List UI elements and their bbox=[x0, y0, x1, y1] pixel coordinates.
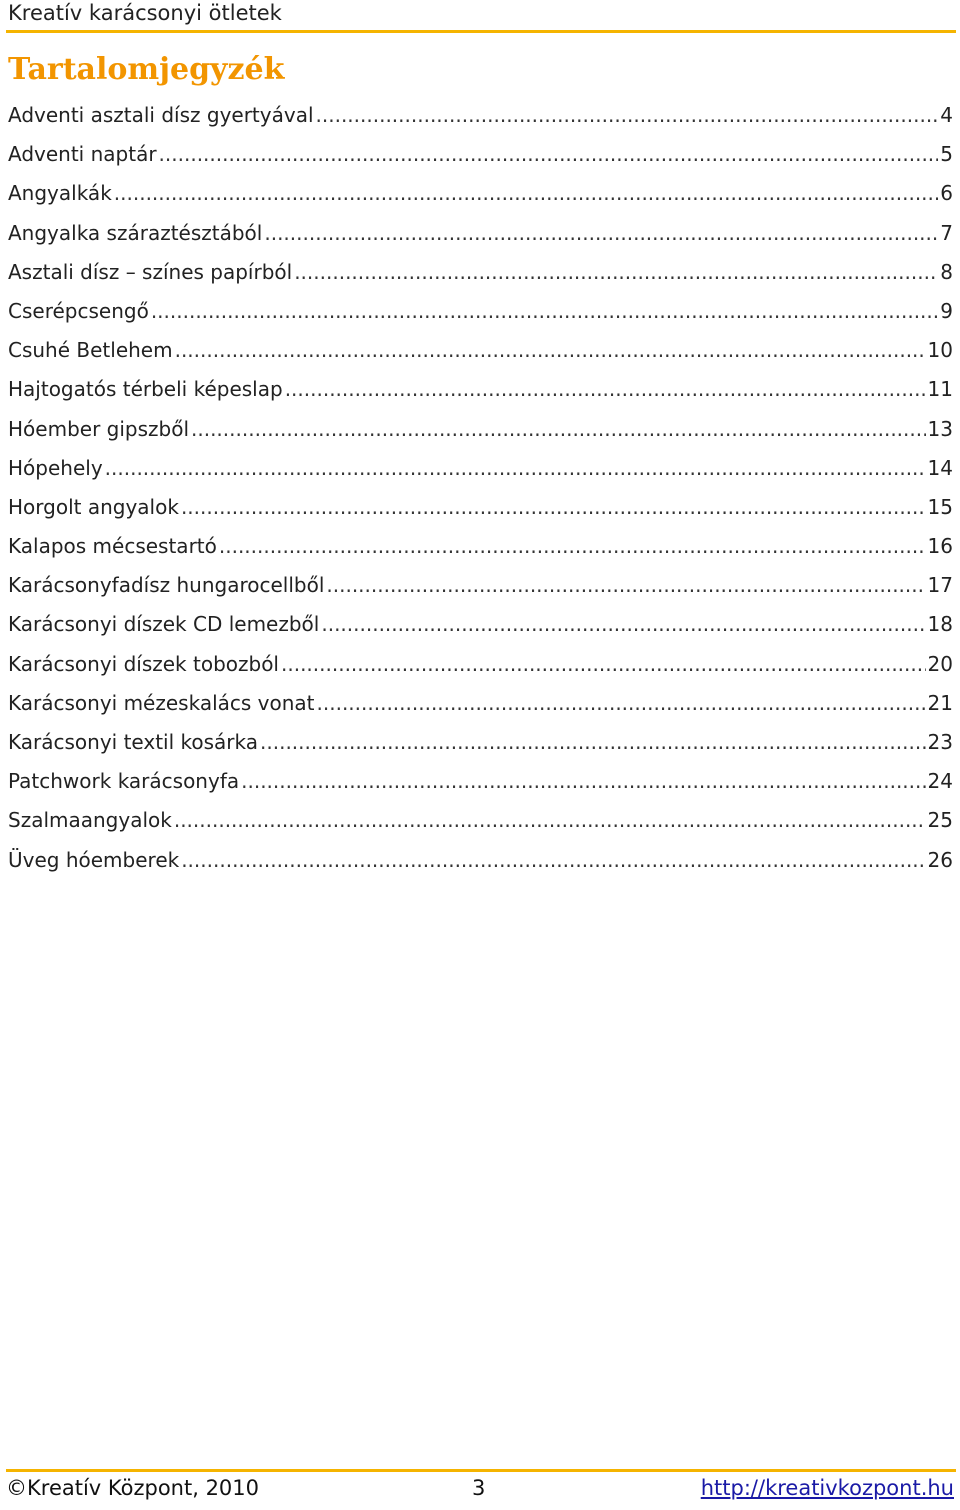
toc-entry-label: Kalapos mécsestartó bbox=[8, 534, 217, 559]
toc-entry-label: Adventi asztali dísz gyertyával bbox=[8, 103, 314, 127]
toc-entry-label: Karácsonyi mézeskalács vonat bbox=[8, 690, 315, 715]
toc-entry-label: Cserépcsengő bbox=[8, 298, 149, 323]
toc-entry-page: 9 bbox=[940, 298, 953, 323]
toc-entry[interactable] bbox=[8, 456, 953, 495]
toc-leader-dots bbox=[285, 377, 926, 401]
toc-entry[interactable] bbox=[8, 808, 953, 847]
table-of-contents bbox=[8, 103, 953, 887]
header-title: Kreatív karácsonyi ötletek bbox=[8, 1, 282, 25]
toc-entry-label: Csuhé Betlehem bbox=[8, 338, 173, 363]
toc-leader-dots bbox=[191, 417, 926, 441]
toc-entry-label: Adventi naptár bbox=[8, 142, 157, 167]
toc-entry-label: Szalmaangyalok bbox=[8, 808, 172, 833]
toc-entry-label: Asztali dísz – színes papírból bbox=[8, 259, 293, 284]
toc-entry-page: 16 bbox=[927, 534, 953, 559]
toc-entry-page: 23 bbox=[927, 730, 953, 754]
toc-leader-dots bbox=[264, 221, 938, 245]
toc-entry[interactable] bbox=[8, 260, 953, 299]
toc-leader-dots bbox=[294, 260, 938, 284]
toc-entry-label: Karácsonyfadísz hungarocellből bbox=[8, 573, 325, 598]
page-footer bbox=[6, 1469, 956, 1510]
toc-entry-label: Hajtogatós térbeli képeslap bbox=[8, 377, 283, 402]
toc-entry[interactable] bbox=[8, 299, 953, 338]
toc-leader-dots bbox=[105, 456, 926, 480]
toc-entry[interactable] bbox=[8, 573, 953, 612]
toc-leader-dots bbox=[219, 534, 926, 558]
toc-entry[interactable] bbox=[8, 338, 953, 377]
toc-leader-dots bbox=[181, 848, 925, 872]
toc-entry[interactable] bbox=[8, 181, 953, 220]
toc-leader-dots bbox=[114, 181, 938, 205]
toc-entry-page: 25 bbox=[927, 808, 953, 833]
toc-entry[interactable] bbox=[8, 417, 953, 456]
toc-entry-label: Hópehely bbox=[8, 455, 103, 480]
toc-leader-dots bbox=[316, 103, 939, 127]
toc-leader-dots bbox=[175, 338, 926, 362]
toc-entry-page: 26 bbox=[927, 847, 953, 872]
toc-leader-dots bbox=[326, 573, 925, 597]
toc-entry[interactable] bbox=[8, 221, 953, 260]
toc-entry[interactable] bbox=[8, 612, 953, 651]
toc-leader-dots bbox=[151, 299, 938, 323]
page-header bbox=[6, 0, 956, 33]
toc-entry-page: 7 bbox=[940, 220, 953, 245]
toc-leader-dots bbox=[317, 691, 926, 715]
toc-entry[interactable] bbox=[8, 652, 953, 691]
toc-entry-page: 10 bbox=[927, 338, 953, 363]
toc-entry-label: Karácsonyi textil kosárka bbox=[8, 730, 259, 754]
toc-leader-dots bbox=[174, 808, 926, 832]
toc-leader-dots bbox=[241, 769, 925, 793]
toc-entry[interactable] bbox=[8, 691, 953, 730]
toc-entry[interactable] bbox=[8, 848, 953, 887]
toc-entry-page: 6 bbox=[940, 181, 953, 206]
toc-entry-label: Karácsonyi díszek CD lemezből bbox=[8, 612, 320, 637]
footer-website-link[interactable]: http://kreativkozpont.hu bbox=[700, 1476, 954, 1500]
toc-entry-page: 17 bbox=[927, 573, 953, 598]
toc-entry[interactable] bbox=[8, 142, 953, 181]
toc-leader-dots bbox=[260, 730, 926, 754]
footer-copyright: ©Kreatív Központ, 2010 bbox=[6, 1476, 260, 1500]
footer-page-number: 3 bbox=[472, 1476, 486, 1500]
toc-entry[interactable] bbox=[8, 534, 953, 573]
toc-entry[interactable] bbox=[8, 730, 953, 769]
toc-entry[interactable] bbox=[8, 377, 953, 416]
toc-entry-page: 13 bbox=[927, 416, 953, 441]
toc-entry-page: 18 bbox=[927, 612, 953, 637]
toc-leader-dots bbox=[159, 142, 939, 166]
toc-entry-page: 8 bbox=[940, 259, 953, 284]
toc-leader-dots bbox=[181, 495, 926, 519]
toc-leader-dots bbox=[281, 652, 926, 676]
toc-entry-label: Horgolt angyalok bbox=[8, 494, 179, 519]
toc-title: Tartalomjegyzék bbox=[8, 52, 285, 87]
toc-entry-label: Angyalka száraztésztából bbox=[8, 220, 263, 245]
toc-entry-page: 5 bbox=[940, 142, 953, 167]
toc-entry-page: 14 bbox=[927, 455, 953, 480]
toc-entry-page: 21 bbox=[927, 690, 953, 715]
toc-entry-label: Patchwork karácsonyfa bbox=[8, 769, 240, 794]
toc-entry[interactable] bbox=[8, 495, 953, 534]
toc-entry-label: Hóember gipszből bbox=[8, 416, 189, 441]
toc-entry[interactable] bbox=[8, 769, 953, 808]
toc-entry-page: 11 bbox=[927, 377, 953, 402]
toc-entry-label: Angyalkák bbox=[8, 181, 112, 206]
toc-entry-page: 20 bbox=[927, 651, 953, 676]
toc-leader-dots bbox=[321, 612, 925, 636]
toc-entry-label: Karácsonyi díszek tobozból bbox=[8, 651, 279, 676]
toc-entry-page: 24 bbox=[927, 769, 953, 794]
toc-entry[interactable] bbox=[8, 103, 953, 142]
toc-entry-page: 4 bbox=[940, 103, 953, 127]
toc-entry-page: 15 bbox=[927, 494, 953, 519]
toc-entry-label: Üveg hóemberek bbox=[8, 847, 180, 872]
